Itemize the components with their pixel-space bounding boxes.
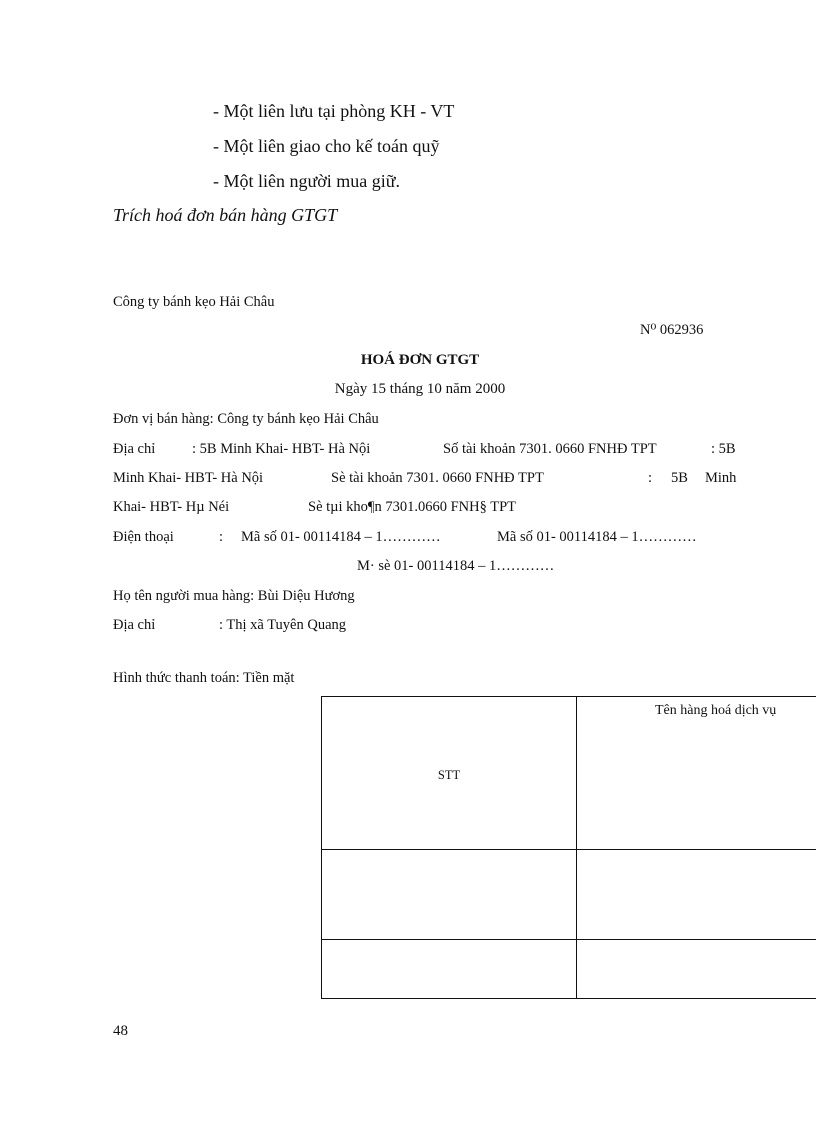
seller-tax-code-2: Mã số 01- 00114184 – 1………… xyxy=(497,529,697,545)
seller-account-2: Sè tài khoản 7301. 0660 FNHĐ TPT xyxy=(331,470,544,486)
seller-line2-5b: 5B xyxy=(671,470,688,486)
buyer-address-value: : Thị xã Tuyên Quang xyxy=(219,617,347,633)
payment-method: Hình thức thanh toán: Tiền mặt xyxy=(113,670,295,686)
invoice-number: N⁰ 062936 xyxy=(640,322,704,338)
seller-address-line3: Khai- HBT- Hµ Néi xyxy=(113,499,230,515)
invoice-table xyxy=(321,696,816,999)
table-cell xyxy=(577,850,816,940)
seller-phone-label: Điện thoại xyxy=(113,529,174,545)
buyer-name: Họ tên người mua hàng: Bùi Diệu Hương xyxy=(113,588,355,604)
header-stt xyxy=(322,697,577,850)
seller-line2-colon: : xyxy=(648,470,653,486)
seller-tax-code-1: Mã số 01- 00114184 – 1………… xyxy=(241,529,441,545)
invoice-date: Ngày 15 tháng 10 năm 2000 xyxy=(334,381,506,397)
distribution-item-1: - Một liên lưu tại phòng KH - VT xyxy=(213,101,455,121)
seller-address-line2: Minh Khai- HBT- Hà Nội xyxy=(113,470,264,486)
table-cell xyxy=(322,850,577,940)
distribution-item-3: - Một liên người mua giữ. xyxy=(213,171,401,191)
header-stt-label: STT xyxy=(437,767,461,782)
distribution-item-2: - Một liên giao cho kế toán quỹ xyxy=(213,136,440,156)
seller-phone-colon: : xyxy=(219,529,224,545)
company-header: Công ty bánh kẹo Hải Châu xyxy=(113,294,275,310)
seller-account-3: Sè tµi kho¶n 7301.0660 FNH§ TPT xyxy=(308,499,517,515)
seller-address-value: : 5B Minh Khai- HBT- Hà Nội xyxy=(192,441,371,457)
seller-address-tail: : 5B xyxy=(711,441,736,457)
table-header-row xyxy=(322,697,816,850)
seller-account-1: Số tài khoản 7301. 0660 FNHĐ TPT xyxy=(443,441,657,457)
seller-unit: Đơn vị bán hàng: Công ty bánh kẹo Hải Châu xyxy=(113,411,379,427)
seller-line2-minh: Minh xyxy=(705,470,737,486)
page-number: 48 xyxy=(113,1023,128,1039)
table-row xyxy=(322,940,816,999)
table-cell xyxy=(577,940,816,999)
invoice-title: HOÁ ĐƠN GTGT xyxy=(360,352,480,368)
table-row xyxy=(322,850,816,940)
header-goods-name: Tên hàng hoá dịch vụ xyxy=(577,697,816,850)
table-cell xyxy=(322,940,577,999)
seller-address-label: Địa chỉ xyxy=(113,441,156,457)
buyer-address-label: Địa chỉ xyxy=(113,617,156,633)
section-heading: Trích hoá đơn bán hàng GTGT xyxy=(113,205,338,225)
seller-tax-code-3: M· sè 01- 00114184 – 1………… xyxy=(357,558,555,574)
